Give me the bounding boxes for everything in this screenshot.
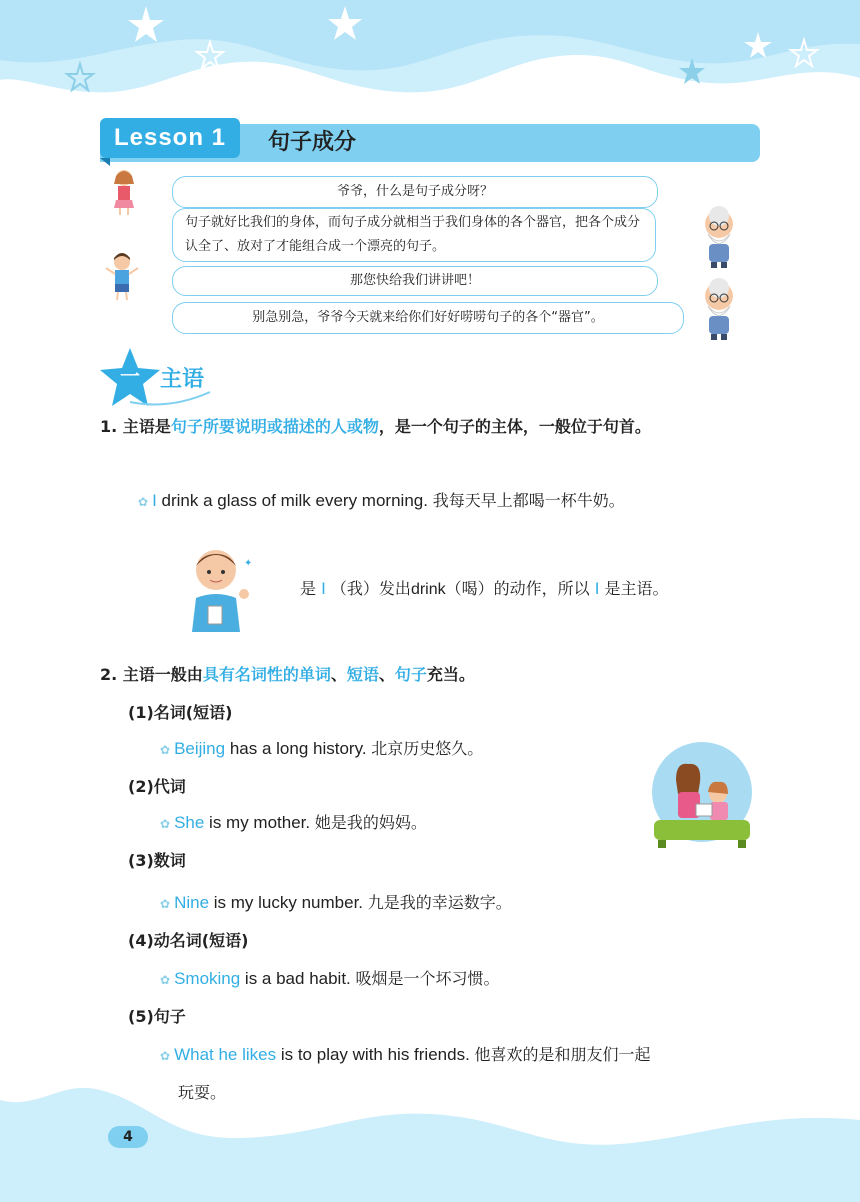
category-label: (3)数词: [128, 851, 186, 870]
example-sentence: [160, 1042, 651, 1069]
note-text: （喝）的动作，所以: [445, 579, 590, 598]
example-sentence: [160, 966, 500, 993]
example-english: has a long history.: [225, 739, 367, 758]
example-sentence: [160, 810, 427, 837]
flower-bullet-icon: ✿: [138, 495, 149, 509]
dialogue-bubble: 那您快给我们讲讲吧！: [172, 266, 658, 296]
flower-bullet-icon: ✿: [160, 897, 171, 911]
flower-bullet-icon: ✿: [160, 743, 171, 757]
rule-highlight: 句子所要说明或描述的人或物: [170, 417, 379, 436]
note-text: （我）发出: [330, 579, 411, 598]
example-chinese: 他喜欢的是和朋友们一起: [474, 1045, 651, 1064]
rule-highlight: 具有名词性的单词: [202, 665, 331, 684]
example-chinese: 吸烟是一个坏习惯。: [355, 969, 500, 988]
rule-2: [100, 662, 780, 688]
subject-word: I: [321, 579, 326, 598]
rule-text: 主语是: [122, 417, 171, 436]
subject-word: Beijing: [174, 739, 226, 758]
section-title: 主语: [160, 367, 205, 392]
lesson-tag-fold: [100, 158, 110, 166]
dialogue-bubble: 句子就好比我们的身体，而句子成分就相当于我们身体的各个器官，把各个成分认全了、放对了才能组合成一个漂亮的句子。: [172, 208, 656, 262]
grandpa-character-icon: [696, 276, 742, 342]
example-chinese: 她是我的妈妈。: [314, 813, 427, 832]
rule-highlight: 句子: [394, 665, 427, 684]
flower-bullet-icon: ✿: [160, 817, 171, 831]
rule-text: 主语一般由: [122, 665, 203, 684]
category-label: (1)名词(短语): [128, 703, 233, 722]
page-number: 4: [108, 1126, 148, 1148]
note-text: 是: [300, 579, 317, 598]
subject-word: Nine: [174, 893, 210, 912]
example-chinese: 我每天早上都喝一杯牛奶。: [432, 491, 625, 510]
example-english: drink a glass of milk every morning.: [156, 491, 428, 510]
example-chinese: 北京历史悠久。: [371, 739, 484, 758]
category-label: (2)代词: [128, 777, 186, 796]
dialogue-bubble: 别急别急，爷爷今天就来给你们好好唠唠句子的各个“器官”。: [172, 302, 684, 334]
subject-word: I: [594, 579, 600, 598]
example-english: is my lucky number.: [209, 893, 364, 912]
example-sentence: [160, 736, 483, 763]
note-text: 是主语。: [604, 579, 669, 598]
rule-text: ，是一个句子的主体，一般位于句首。: [378, 417, 651, 436]
note-english: drink: [410, 581, 446, 598]
lesson-title: 句子成分: [268, 130, 357, 155]
mother-daughter-illustration: [650, 740, 754, 852]
category-label: (5)句子: [128, 1007, 186, 1026]
example-sentence: [160, 890, 512, 917]
example-english: is my mother.: [204, 813, 311, 832]
category-label: (4)动名词(短语): [128, 931, 249, 950]
flower-bullet-icon: ✿: [160, 973, 171, 987]
example-chinese-continued: 玩耍。: [178, 1083, 227, 1102]
rule-text: 、: [378, 665, 395, 684]
subject-word: She: [174, 813, 205, 832]
rule-1: [100, 414, 780, 440]
example-sentence: [138, 488, 778, 515]
lesson-tag: Lesson 1: [100, 118, 240, 158]
rule-number: 1.: [100, 417, 118, 436]
boy-character-icon: [104, 252, 140, 302]
rule-text: 充当。: [426, 665, 475, 684]
girl-character-icon: [108, 168, 144, 216]
example-english: is to play with his friends.: [276, 1045, 470, 1064]
subject-word: What he likes: [174, 1045, 277, 1064]
flower-bullet-icon: ✿: [160, 1049, 171, 1063]
rule-number: 2.: [100, 665, 118, 684]
svg-text:✦: ✦: [244, 558, 253, 569]
boy-drinking-milk-icon: [186, 544, 254, 632]
dialogue-bubble: 爷爷，什么是句子成分呀？: [172, 176, 658, 208]
subject-word: Smoking: [174, 969, 241, 988]
explanation-note: [300, 576, 669, 603]
subject-word: I: [152, 491, 157, 510]
section-number: 一: [120, 364, 140, 388]
grandpa-character-icon: [696, 204, 742, 270]
top-wave-decoration: [0, 0, 860, 120]
example-chinese: 九是我的幸运数字。: [367, 893, 512, 912]
rule-highlight: 短语: [346, 665, 379, 684]
rule-text: 、: [330, 665, 347, 684]
example-english: is a bad habit.: [240, 969, 351, 988]
